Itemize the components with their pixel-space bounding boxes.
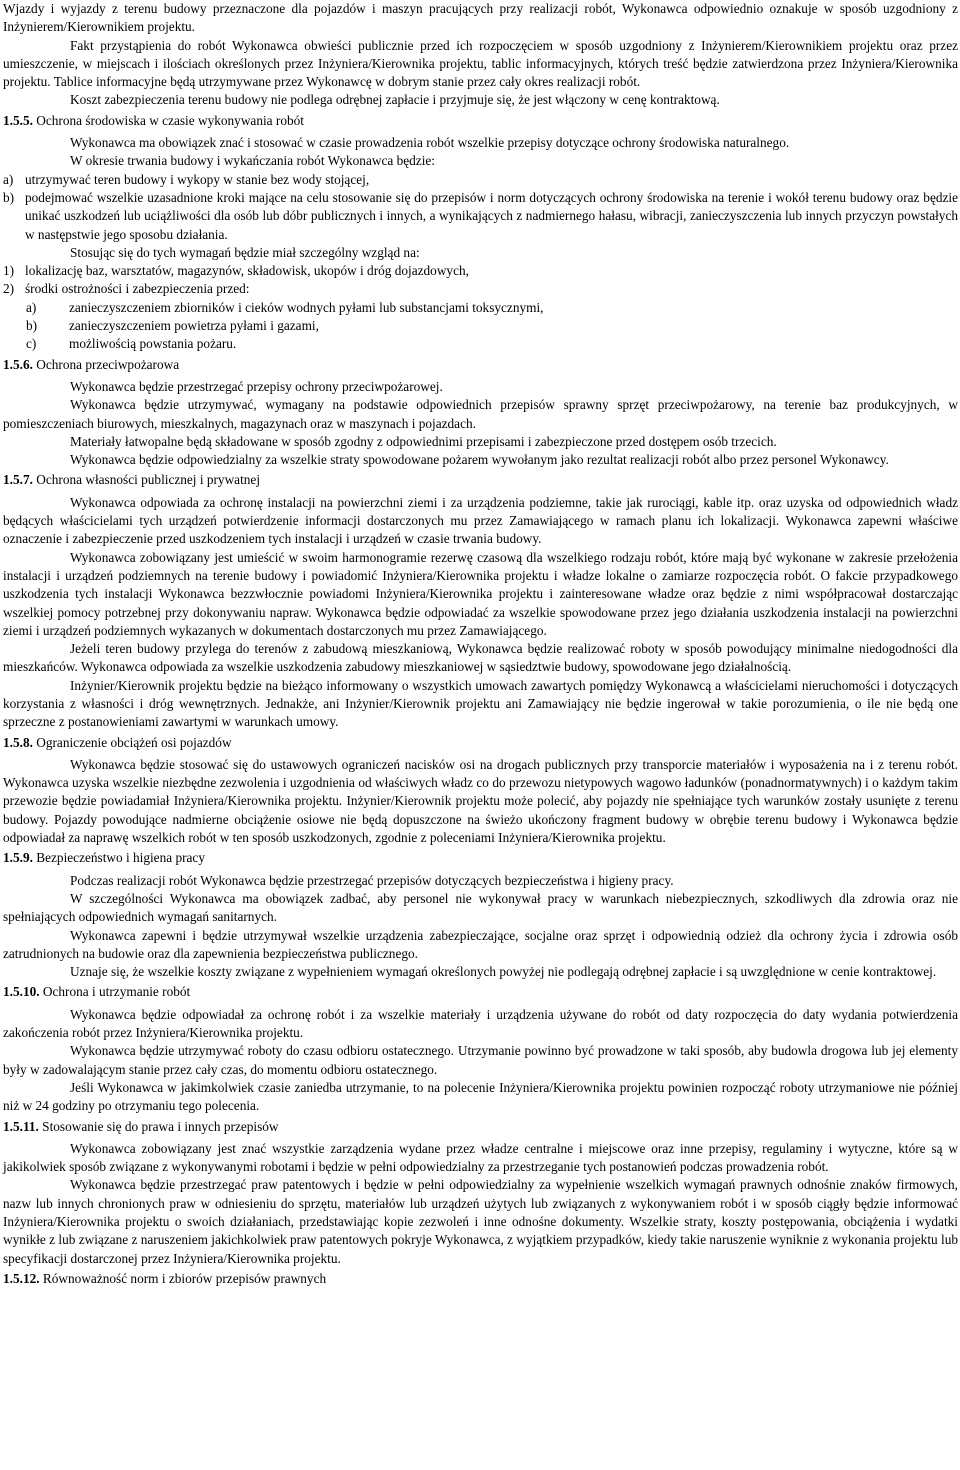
paragraph: Wykonawca będzie utrzymywać roboty do czasu odbioru ostatecznego. Utrzymanie powinno być prowadzone w taki sposób, aby budowla drogowa lub jej elementy były w zadowalającym stanie przez cały czas, do momentu odbioru ostatecznego. [3,1043,958,1077]
list-item-text: podejmować wszelkie uzasadnione kroki mające na celu stosowanie się do przepisów i norm dotyczących ochrony środowiska na terenie i wokół terenu budowy oraz będzie unikać uszkodzeń lub uciążliwości dla osób lub dóbr publicznych i innych, a wynikających z nadmiernego hałasu, wibracji, zanieczyszczenia lub innych przyczyn powstałych w następstwie jego sposobu działania. [25,189,958,242]
section-heading [3,849,958,867]
section-number: 1.5.8. [3,734,33,750]
section-title: Ochrona środowiska w czasie wykonywania robót [36,112,304,128]
section-number: 1.5.10. [3,984,40,1000]
section-heading [3,112,958,130]
section-number: 1.5.12. [3,1270,40,1286]
paragraph: Inżynier/Kierownik projektu będzie na bieżąco informowany o wszystkich umowach zawartych pomiędzy Wykonawcą a właścicielami nieruchomości i dotyczących korzystania z własności i dróg wewnętrznych. Jednakże, ani Inżynier/Kierownik projektu ani Zamawiający nie będzie ingerował w takie porozumienia, o ile nie będą one sprzeczne z postanowieniami zawartymi w warunkach umowy. [3,677,958,730]
paragraph: Wykonawca ma obowiązek znać i stosować w czasie prowadzenia robót wszelkie przepisy dotyczące ochrony środowiska naturalnego. [70,135,790,151]
paragraph: Wykonawca będzie odpowiadał za ochronę robót i za wszelkie materiały i urządzenia używane do robót od daty rozpoczęcia do daty wydania potwierdzenia zakończenia robót przez Inżyniera/Kierownika projektu. [3,1006,958,1041]
section-number: 1.5.6. [3,356,33,372]
list-marker: 1) [3,263,15,279]
section-title: Ochrona przeciwpożarowa [36,356,180,372]
list-item [3,262,958,280]
sub-list-item [3,299,958,317]
section-heading [3,734,958,752]
section-heading [3,1270,958,1288]
paragraph: Wjazdy i wyjazdy z terenu budowy przeznaczone dla pojazdów i maszyn pracujących przy realizacji robót, Wykonawca odpowiednio oznakuje w sposób uzgodniony z Inżynierem/Kierownikiem projektu. [3,1,958,35]
list-item [3,171,958,189]
section-number: 1.5.5. [3,112,33,128]
section-title: Stosowanie się do prawa i innych przepisów [42,1118,279,1134]
paragraph: Wykonawca zapewni i będzie utrzymywał wszelkie urządzenia zabezpieczające, socjalne oraz sprzęt i odpowiednią odzież dla ochrony życia i zdrowia osób zatrudnionych na budowie oraz dla zapewnienia bezpieczeństwa publicznego. [3,927,958,961]
paragraph: Jeśli Wykonawca w jakimkolwiek czasie zaniedba utrzymanie, to na polecenie Inżyniera/Kierownika projektu powinien rozpocząć roboty utrzymaniowe nie później niż w 24 godziny po otrzymaniu tego polecenia. [3,1079,958,1114]
list-marker: a) [3,171,14,187]
section-title: Ograniczenie obciążeń osi pojazdów [36,734,232,750]
section-heading [3,356,958,374]
list-marker: 2) [3,281,15,297]
list-item-text: zanieczyszczeniem powietrza pyłami i gazami, [69,318,319,334]
paragraph: Wykonawca będzie przestrzegać praw patentowych i będzie w pełni odpowiedzialny za wypełnienie wszelkich wymagań prawnych odnośnie znaków firmowych, nazw lub innych chronionych praw w odniesieniu do sprzętu, materiałów lub urządzeń użytych lub związanych z wykonywaniem robót i w sposób ciągły będzie informować Inżyniera/Kierownika projektu o swoich działaniach, przedstawiając kopie zezwoleń i inne odnośne dokumenty. Wszelkie straty, koszty postępowania, obciążenia i wydatki wynikłe z lub związane z naruszeniem jakichkolwiek praw patentowych pokryje Wykonawca, z wyjątkiem przypadków, kiedy takie naruszenie wyniknie z wykonania projektu lub specyfikacji dostarczonej przez Inżyniera/Kierownika projektu. [3,1177,958,1266]
list-marker: a) [26,299,37,315]
list-item [3,189,958,244]
section-title: Ochrona własności publicznej i prywatnej [36,472,261,488]
list-marker: b) [26,318,38,334]
section-number: 1.5.9. [3,850,33,866]
section-title: Ochrona i utrzymanie robót [42,984,191,1000]
paragraph: W szczególności Wykonawca ma obowiązek zadbać, aby personel nie wykonywał pracy w warunkach niebezpiecznych, szkodliwych dla zdrowia oraz nie spełniających odpowiednich wymagań sanitarnych. [3,890,958,925]
list-marker: c) [26,336,37,352]
paragraph: Wykonawca odpowiada za ochronę instalacji na powierzchni ziemi i za urządzenia podziemne, takie jak rurociągi, kable itp. oraz uzyska od odpowiednich władz będących właścicielami tych urządzeń potwierdzenie informacji dostarczonych mu przez Zamawiającego w ramach planu ich lokalizacji. Wykonawca zapewni właściwe oznaczenie i zabezpieczenie przed uszkodzeniem tych instalacji i urządzeń w czasie trwania budowy. [3,494,958,547]
sub-list-item [3,335,958,353]
paragraph: Stosując się do tych wymagań będzie miał szczególny wzgląd na: [70,244,420,260]
list-item [3,280,958,298]
paragraph: Wykonawca będzie stosować się do ustawowych ograniczeń nacisków osi na drogach publicznych przy transporcie materiałów i wyposażenia na i z terenu robót. Wykonawca uzyska wszelkie niezbędne zezwolenia i uzgodnienia od właściwych władz co do przewozu nietypowych wagowo ładunków (ponadnormatywnych) i o każdym takim przewozie będzie powiadamiał Inżyniera/Kierownika projektu. Inżynier/Kierownik projektu może polecić, aby pojazdy nie spełniające tych warunków zostały usunięte z terenu budowy. Pojazdy powodujące nadmierne obciążenie osiowe nie będą dopuszczone na świeżo ukończony fragment budowy w obrębie terenu budowy i Wykonawca będzie odpowiadał za naprawę wszelkich robót w ten sposób uszkodzonych, zgodnie z poleceniami Inżyniera/Kierownika projektu. [3,756,958,846]
section-heading [3,471,958,489]
paragraph: Wykonawca zobowiązany jest znać wszystkie zarządzenia wydane przez władze centralne i miejscowe oraz inne przepisy, regulaminy i wytyczne, które są w jakikolwiek sposób związane z wykonywanymi robotami i będzie w pełni odpowiedzialny za przestrzeganie tych postanowień podczas prowadzenia robót. [3,1140,958,1175]
list-item-text: środki ostrożności i zabezpieczenia przed: [25,281,250,297]
paragraph: Wykonawca będzie odpowiedzialny za wszelkie straty spowodowane pożarem wywołanym jako rezultat realizacji robót albo przez personel Wykonawcy. [70,452,889,468]
paragraph: W okresie trwania budowy i wykańczania robót Wykonawca będzie: [70,153,435,169]
paragraph: Podczas realizacji robót Wykonawca będzie przestrzegać przepisów dotyczących bezpieczeństwa i higieny pracy. [70,872,674,888]
paragraph: Wykonawca będzie utrzymywać, wymagany na podstawie odpowiednich przepisów sprawny sprzęt przeciwpożarowy, na terenie baz produkcyjnych, w pomieszczeniach biurowych, mieszkalnych, magazynach oraz w maszynach i pojazdach. [3,397,958,431]
list-item-text: lokalizację baz, warsztatów, magazynów, składowisk, ukopów i dróg dojazdowych, [25,263,469,279]
section-number: 1.5.7. [3,472,33,488]
section-number: 1.5.11. [3,1118,39,1134]
sub-list-item [3,317,958,335]
list-item-text: zanieczyszczeniem zbiorników i cieków wodnych pyłami lub substancjami toksycznymi, [69,299,544,315]
paragraph: Uznaje się, że wszelkie koszty związane z wypełnieniem wymagań określonych powyżej nie podlegają odrębnej zapłacie i są uwzględnione w cenie kontraktowej. [70,964,937,980]
section-heading [3,1118,958,1136]
paragraph: Fakt przystąpienia do robót Wykonawca obwieści publicznie przed ich rozpoczęciem w sposób uzgodniony z Inżynierem/Kierownikiem projektu oraz przez umieszczenie, w miejscach i ilościach określonych przez Inżyniera/Kierownika projektu, tablic informacyjnych, których treść będzie zatwierdzona przez Inżyniera/Kierownika projektu. Tablice informacyjne będą utrzymywane przez Wykonawcę w dobrym stanie przez cały okres realizacji robót. [3,37,958,90]
section-title: Bezpieczeństwo i higiena pracy [36,850,205,866]
paragraph: Jeżeli teren budowy przylega do terenów z zabudową mieszkaniową, Wykonawca będzie realizować roboty w sposób powodujący minimalne niedogodności dla mieszkańców. Wykonawca odpowiada za wszelkie uszkodzenia zabudowy mieszkaniowej w sąsiedztwie budowy, spowodowane jego działalnością. [3,641,958,675]
list-item-text: możliwością powstania pożaru. [69,336,237,352]
paragraph: Wykonawca zobowiązany jest umieścić w swoim harmonogramie rezerwę czasową dla wszelkiego rodzaju robót, które mają być wykonane w zakresie przełożenia instalacji i urządzeń podziemnych na terenie budowy i powiadomić Inżyniera/Kierownika projektu i władze lokalne o zamiarze rozpoczęcia robót. O fakcie przypadkowego uszkodzenia tych instalacji Wykonawca bezzwłocznie powiadomi Inżyniera/Kierownika projektu i zainteresowane władze oraz będzie z nimi współpracował dostarczając wszelkiej pomocy potrzebnej przy dokonywaniu napraw. Wykonawca będzie odpowiadać za wszelkie spowodowane przez jego działania uszkodzenia instalacji na powierzchni ziemi i urządzeń podziemnych wykazanych w dokumentach dostarczonych mu przez Zamawiającego. [3,549,958,638]
paragraph: Wykonawca będzie przestrzegać przepisy ochrony przeciwpożarowej. [70,378,443,394]
list-item-text: utrzymywać teren budowy i wykopy w stanie bez wody stojącej, [25,171,370,187]
paragraph: Koszt zabezpieczenia terenu budowy nie podlega odrębnej zapłacie i przyjmuje się, że jest włączony w cenę kontraktową. [70,92,720,108]
section-heading [3,983,958,1001]
list-marker: b) [3,189,15,205]
paragraph: Materiały łatwopalne będą składowane w sposób zgodny z odpowiednimi przepisami i zabezpieczone przed dostępem osób trzecich. [70,433,777,449]
section-title: Równoważność norm i zbiorów przepisów prawnych [42,1270,327,1286]
